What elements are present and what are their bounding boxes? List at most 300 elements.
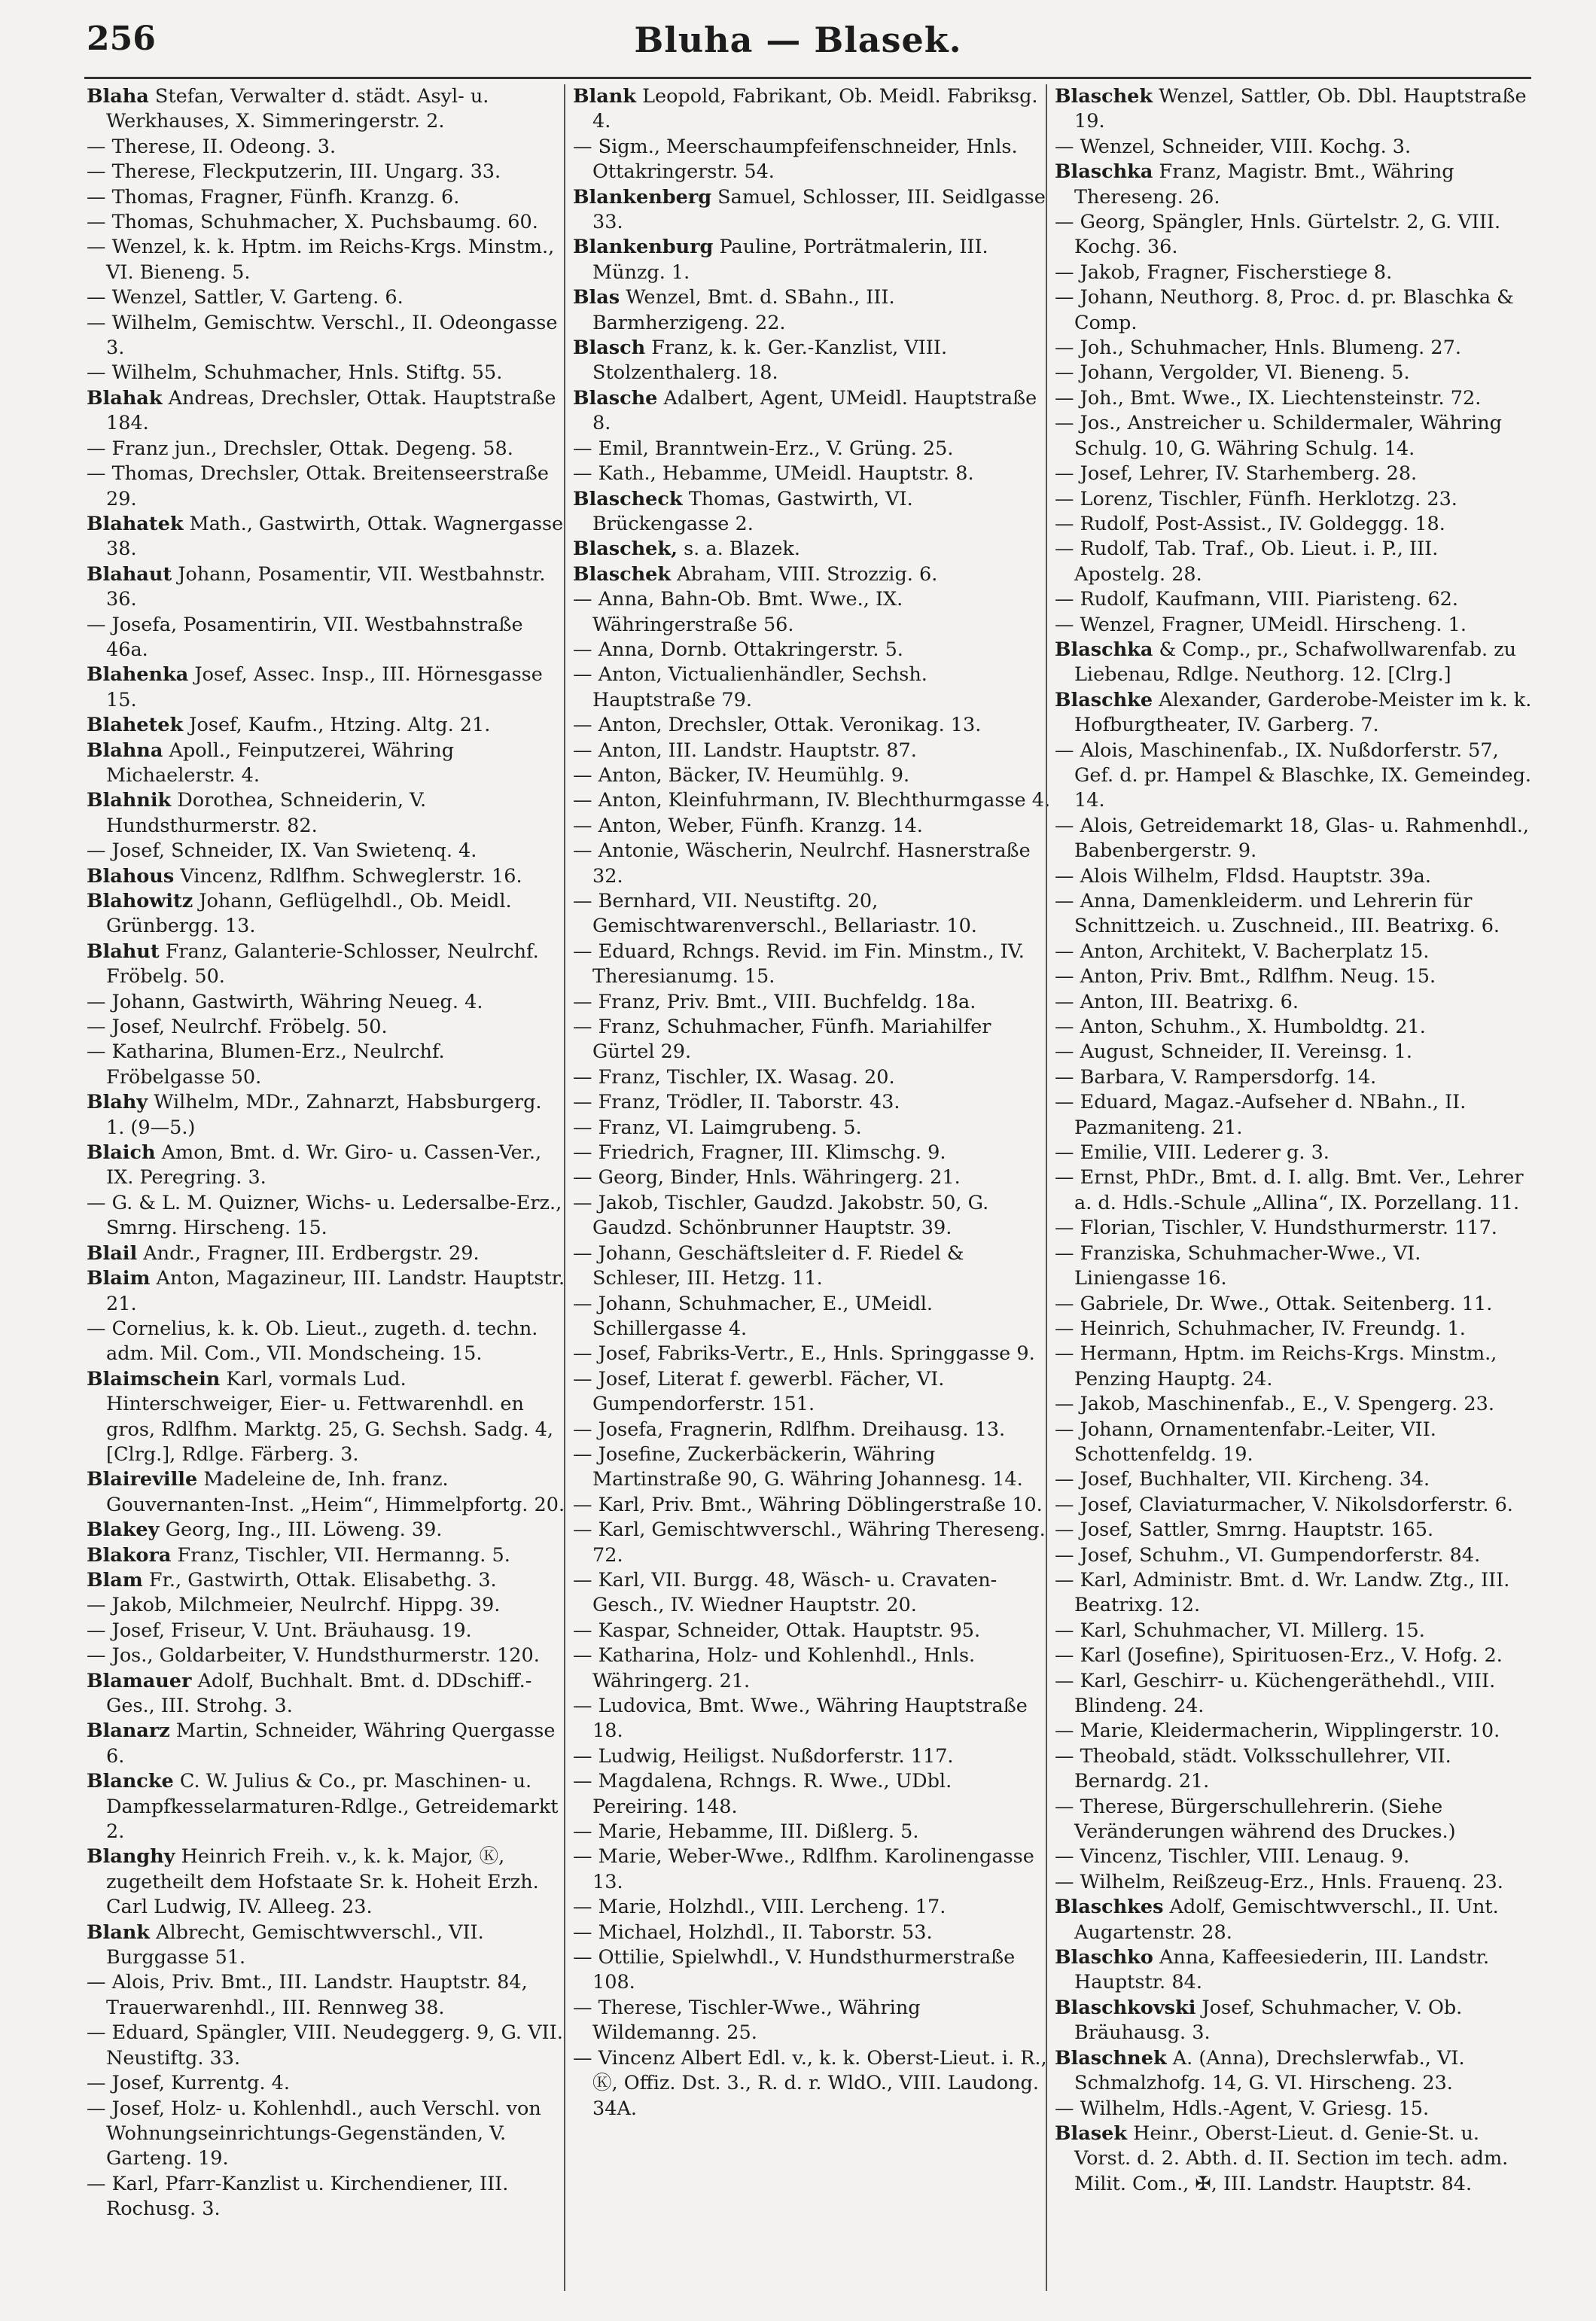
- entry-text: — Josef, Schneider, IX. Van Swietenq. 4.: [87, 839, 477, 863]
- entry-text: — Wilhelm, Schuhmacher, Hnls. Stiftg. 55.: [87, 361, 503, 385]
- directory-entry: [1055, 1643, 1534, 1668]
- entry-text: — Katharina, Blumen-Erz., Neulrchf. Fröbelgasse 50.: [87, 1040, 445, 1089]
- directory-entry: [87, 1844, 565, 1920]
- directory-entry: [87, 84, 565, 135]
- entry-surname: Blaschka: [1055, 638, 1153, 661]
- directory-entry: [1055, 1015, 1534, 1040]
- entry-surname: Blasch: [573, 337, 646, 360]
- entry-surname: Blahnik: [87, 789, 172, 812]
- directory-entry: [1055, 1493, 1534, 1518]
- directory-entry: [87, 990, 565, 1015]
- entry-text: — Anton, Kleinfuhrmann, IV. Blechthurmgasse 4.: [573, 789, 1051, 812]
- running-head: Bluha — Blasek.: [634, 20, 962, 60]
- entry-text: — Michael, Holzhdl., II. Taborstr. 53.: [573, 1920, 933, 1944]
- entry-text: — Therese, II. Odeong. 3.: [87, 135, 337, 158]
- directory-entry: [1055, 1719, 1534, 1744]
- entry-text: A. (Anna), Drechslerwfab., VI. Schmalzhofg. 14, G. VI. Hirscheng. 23.: [1074, 2046, 1465, 2095]
- entry-text: — Kaspar, Schneider, Ottak. Hauptstr. 95.: [573, 1619, 981, 1642]
- entry-surname: Blaha: [87, 85, 149, 108]
- entry-text: — Cornelius, k. k. Ob. Lieut., zugeth. d. techn. adm. Mil. Com., VII. Mondscheing. 15.: [87, 1317, 538, 1366]
- entry-surname: Blahetek: [87, 714, 184, 737]
- directory-entry: [1055, 386, 1534, 411]
- directory-entry: [1055, 411, 1534, 461]
- entry-text: Leopold, Fabrikant, Ob. Meidl. Fabriksg. 4.: [592, 85, 1038, 133]
- directory-entry: [1055, 587, 1534, 612]
- directory-entry: [1055, 1669, 1534, 1719]
- entry-surname: Blaim: [87, 1267, 151, 1290]
- column-divider: [564, 84, 565, 2291]
- column-1: [87, 84, 565, 2222]
- directory-entry: [573, 1568, 1052, 1619]
- directory-entry: [1055, 1392, 1534, 1417]
- directory-entry: [87, 1141, 565, 1191]
- directory-entry: [1055, 84, 1534, 135]
- entry-text: — Johann, Geschäftsleiter d. F. Riedel & Schleser, III. Hetzg. 11.: [573, 1241, 964, 1290]
- directory-entry: [1055, 160, 1534, 210]
- entry-text: — Karl, Pfarr-Kanzlist u. Kirchendiener, III. Rochusg. 3.: [87, 2172, 509, 2221]
- directory-entry: [1055, 487, 1534, 512]
- entry-text: — Josef, Buchhalter, VII. Kircheng. 34.: [1055, 1468, 1430, 1491]
- entry-text: — Karl, Priv. Bmt., Währing Döblingerstraße 10.: [573, 1493, 1043, 1516]
- directory-entry: [87, 437, 565, 461]
- directory-entry: [1055, 1165, 1534, 1216]
- column-divider: [1046, 84, 1047, 2291]
- entry-text: — Josef, Claviaturmacher, V. Nikolsdorferstr. 6.: [1055, 1493, 1513, 1516]
- directory-entry: [1055, 260, 1534, 285]
- directory-entry: [573, 839, 1052, 889]
- entry-surname: Blaschek,: [573, 538, 678, 561]
- directory-entry: [573, 84, 1052, 135]
- directory-entry: [573, 1769, 1052, 1820]
- entry-text: — Thomas, Schuhmacher, X. Puchsbaumg. 60.: [87, 211, 538, 234]
- entry-text: Franz, Galanterie-Schlosser, Neulrchf. Fröbelg. 50.: [106, 940, 539, 988]
- entry-text: — Jakob, Tischler, Gaudzd. Jakobstr. 50, G. Gaudzd. Schönbrunner Hauptstr. 39.: [573, 1191, 989, 1240]
- directory-entry: [87, 2097, 565, 2172]
- entry-text: Abraham, VIII. Strozzig. 6.: [671, 562, 938, 586]
- entry-text: — Magdalena, Rchngs. R. Wwe., UDbl. Pereiring. 148.: [573, 1770, 952, 1818]
- entry-text: — Anton, III. Landstr. Hauptstr. 87.: [573, 739, 917, 762]
- entry-text: Josef, Assec. Insp., III. Hörnesgasse 15.: [106, 663, 543, 711]
- entry-text: — Ernst, PhDr., Bmt. d. I. allg. Bmt. Ver., Lehrer a. d. Hdls.-Schule „Allina“, IX. Porzellang. 11.: [1055, 1166, 1524, 1214]
- directory-entry: [573, 1292, 1052, 1342]
- directory-entry: [573, 1342, 1052, 1366]
- directory-entry: [1055, 1568, 1534, 1619]
- directory-entry: [573, 185, 1052, 236]
- directory-entry: [87, 1015, 565, 1040]
- directory-entry: [573, 1191, 1052, 1241]
- entry-text: Madeleine de, Inh. franz. Gouvernanten-Inst. „Heim“, Himmelpfortg. 20.: [106, 1468, 565, 1516]
- entry-surname: Blaschko: [1055, 1946, 1153, 1969]
- entry-surname: Blank: [87, 1920, 150, 1944]
- entry-text: C. W. Julius & Co., pr. Maschinen- u. Dampfkesselarmaturen-Rdlge., Getreidemarkt 2.: [106, 1770, 559, 1844]
- entry-text: — Anton, Schuhm., X. Humboldtg. 21.: [1055, 1016, 1426, 1039]
- directory-entry: [1055, 1342, 1534, 1392]
- entry-text: — Karl, Schuhmacher, VI. Millerg. 15.: [1055, 1619, 1425, 1642]
- directory-entry: [1055, 1141, 1534, 1165]
- entry-text: — Wilhelm, Hdls.-Agent, V. Griesg. 15.: [1055, 2097, 1430, 2120]
- entry-text: — Emilie, VIII. Lederer g. 3.: [1055, 1141, 1329, 1165]
- directory-entry: [573, 135, 1052, 185]
- directory-entry: [87, 185, 565, 210]
- directory-entry: [87, 1191, 565, 1241]
- entry-text: — Franz, Schuhmacher, Fünfh. Mariahilfer Gürtel 29.: [573, 1016, 991, 1064]
- entry-text: — Antonie, Wäscherin, Neulrchf. Hasnerstraße 32.: [573, 839, 1031, 888]
- entry-surname: Blaich: [87, 1141, 156, 1165]
- directory-entry: [1055, 1292, 1534, 1317]
- directory-entry: [573, 1367, 1052, 1418]
- entry-text: & Comp., pr., Schafwollwarenfab. zu Liebenau, Rdlge. Neuthorg. 12. [Clrg.]: [1074, 638, 1517, 687]
- entry-text: — Marie, Hebamme, III. Dißlerg. 5.: [573, 1820, 919, 1844]
- directory-entry: [573, 1090, 1052, 1115]
- entry-text: — Kath., Hebamme, UMeidl. Hauptstr. 8.: [573, 462, 974, 486]
- entry-text: — Barbara, V. Rampersdorfg. 14.: [1055, 1065, 1377, 1089]
- entry-text: — Lorenz, Tischler, Fünfh. Herklotzg. 23.: [1055, 487, 1457, 510]
- entry-text: — Franz jun., Drechsler, Ottak. Degeng. 58.: [87, 437, 513, 460]
- directory-entry: [87, 1543, 565, 1568]
- entry-text: — Alois Wilhelm, Fldsd. Hauptstr. 39a.: [1055, 864, 1431, 888]
- entry-surname: Blank: [573, 85, 636, 108]
- directory-entry: [573, 713, 1052, 738]
- directory-entry: [1055, 964, 1534, 989]
- page-number: 256: [87, 20, 156, 58]
- directory-entry: [87, 864, 565, 889]
- entry-text: Georg, Ing., III. Löweng. 39.: [159, 1518, 443, 1542]
- entry-surname: Blamauer: [87, 1669, 192, 1692]
- entry-surname: Blankenburg: [573, 236, 714, 259]
- entry-text: — Josef, Holz- u. Kohlenhdl., auch Verschl. von Wohnungseinrichtungs-Gegenständen, V. Garteng. 19.: [87, 2097, 541, 2170]
- directory-entry: [1055, 2046, 1534, 2097]
- directory-entry: [87, 1241, 565, 1266]
- directory-entry: [1055, 537, 1534, 587]
- entry-text: — Franz, VI. Laimgrubeng. 5.: [573, 1116, 862, 1139]
- entry-text: — Josefa, Posamentirin, VII. Westbahnstraße 46a.: [87, 613, 523, 661]
- directory-entry: [87, 1040, 565, 1090]
- entry-surname: Blahenka: [87, 663, 189, 687]
- directory-entry: [87, 512, 565, 562]
- entry-text: — Johann, Schuhmacher, E., UMeidl. Schillergasse 4.: [573, 1292, 934, 1340]
- directory-entry: [573, 537, 1052, 562]
- directory-entry: [573, 638, 1052, 662]
- entry-text: — Karl, Administr. Bmt. d. Wr. Landw. Ztg., III. Beatrixg. 12.: [1055, 1568, 1510, 1617]
- entry-text: — Rudolf, Tab. Traf., Ob. Lieut. i. P., III. Apostelg. 28.: [1055, 538, 1439, 586]
- directory-entry: [573, 889, 1052, 940]
- directory-entry: [87, 160, 565, 184]
- directory-entry: [87, 386, 565, 437]
- entry-surname: Blam: [87, 1568, 143, 1591]
- directory-entry: [1055, 2097, 1534, 2121]
- directory-entry: [1055, 864, 1534, 889]
- directory-entry: [1055, 1317, 1534, 1342]
- entry-text: — Emil, Branntwein-Erz., V. Grüng. 25.: [573, 437, 954, 460]
- entry-surname: Blancke: [87, 1770, 174, 1793]
- directory-entry: [1055, 688, 1534, 739]
- directory-entry: [87, 739, 565, 789]
- directory-entry: [87, 461, 565, 512]
- directory-entry: [1055, 336, 1534, 361]
- entry-surname: Blasek: [1055, 2121, 1128, 2145]
- directory-entry: [1055, 1996, 1534, 2046]
- entry-text: — Anton, Weber, Fünfh. Kranzg. 14.: [573, 814, 923, 837]
- directory-entry: [87, 1518, 565, 1543]
- directory-entry: [573, 386, 1052, 437]
- directory-entry: [87, 361, 565, 385]
- entry-text: Wenzel, Bmt. d. SBahn., III. Barmherzigeng. 22.: [592, 286, 895, 334]
- directory-entry: [573, 1920, 1052, 1945]
- entry-text: — Rudolf, Post-Assist., IV. Goldeggg. 18.: [1055, 512, 1445, 535]
- entry-surname: Blanarz: [87, 1719, 170, 1743]
- directory-entry: [87, 1367, 565, 1468]
- entry-text: Andr., Fragner, III. Erdbergstr. 29.: [137, 1241, 480, 1265]
- directory-entry: [573, 1820, 1052, 1844]
- entry-text: — Josef, Friseur, V. Unt. Bräuhausg. 19.: [87, 1619, 472, 1642]
- directory-entry: [1055, 613, 1534, 638]
- entry-surname: Blahowitz: [87, 890, 193, 912]
- entry-text: Alexander, Garderobe-Meister im k. k. Hofburgtheater, IV. Garberg. 7.: [1074, 688, 1532, 737]
- directory-entry: [573, 587, 1052, 638]
- directory-entry: [87, 613, 565, 663]
- directory-entry: [573, 1996, 1052, 2046]
- entry-text: Anton, Magazineur, III. Landstr. Hauptstr. 21.: [106, 1267, 565, 1315]
- entry-text: Franz, Tischler, VII. Hermanng. 5.: [171, 1543, 510, 1567]
- entry-surname: Blaschkovski: [1055, 1996, 1196, 2019]
- entry-text: — Josef, Schuhm., VI. Gumpendorferstr. 84.: [1055, 1543, 1481, 1567]
- entry-surname: Blahous: [87, 864, 175, 888]
- directory-entry: [573, 336, 1052, 386]
- directory-entry: [87, 1669, 565, 1719]
- entry-text: — Heinrich, Schuhmacher, IV. Freundg. 1.: [1055, 1317, 1466, 1340]
- entry-surname: Blakora: [87, 1543, 172, 1567]
- entry-text: — Josef, Kurrentg. 4.: [87, 2072, 291, 2095]
- directory-entry: [1055, 1216, 1534, 1241]
- entry-text: Johann, Geflügelhdl., Ob. Meidl. Grünbergg. 13.: [106, 890, 512, 938]
- entry-surname: Blaschke: [1055, 688, 1153, 711]
- entry-text: — Anton, Drechsler, Ottak. Veronikag. 13.: [573, 714, 982, 737]
- entry-text: — Marie, Kleidermacherin, Wipplingerstr. 10.: [1055, 1719, 1500, 1743]
- entry-text: — Josef, Lehrer, IV. Starhemberg. 28.: [1055, 462, 1418, 486]
- directory-entry: [87, 2172, 565, 2222]
- entry-text: — Gabriele, Dr. Wwe., Ottak. Seitenberg. 11.: [1055, 1292, 1493, 1315]
- directory-entry: [1055, 940, 1534, 964]
- entry-text: — Anton, Victualienhändler, Sechsh. Hauptstraße 79.: [573, 663, 927, 711]
- entry-text: — Franziska, Schuhmacher-Wwe., VI. Liniengasse 16.: [1055, 1241, 1421, 1290]
- directory-entry: [87, 2071, 565, 2096]
- directory-entry: [87, 788, 565, 839]
- directory-entry: [1055, 135, 1534, 160]
- entry-text: — Anna, Dornb. Ottakringerstr. 5.: [573, 638, 903, 661]
- entry-text: — Wilhelm, Reißzeug-Erz., Hnls. Frauenq. 23.: [1055, 1870, 1503, 1893]
- entry-text: Thomas, Gastwirth, VI. Brückengasse 2.: [592, 487, 913, 535]
- directory-entry: [573, 1493, 1052, 1518]
- entry-text: — Wenzel, Sattler, V. Garteng. 6.: [87, 286, 404, 309]
- entry-text: — Karl, Gemischtwverschl., Währing Thereseng. 72.: [573, 1518, 1046, 1567]
- directory-entry: [573, 940, 1052, 990]
- entry-text: — Eduard, Rchngs. Revid. im Fin. Minstm., IV. Theresianumg. 15.: [573, 940, 1025, 988]
- entry-text: Pauline, Porträtmalerin, III. Münzg. 1.: [592, 236, 988, 284]
- directory-entry: [573, 814, 1052, 839]
- directory-entry: [1055, 210, 1534, 260]
- directory-entry: [87, 1970, 565, 2021]
- directory-entry: [87, 713, 565, 738]
- directory-entry: [573, 235, 1052, 285]
- entry-text: — Karl, Geschirr- u. Küchengeräthehdl., VIII. Blindeng. 24.: [1055, 1669, 1496, 1717]
- entry-text: — Alois, Getreidemarkt 18, Glas- u. Rahmenhdl., Babenbergerstr. 9.: [1055, 814, 1529, 863]
- directory-entry: [87, 1619, 565, 1643]
- directory-entry: [1055, 1744, 1534, 1795]
- entry-text: Amon, Bmt. d. Wr. Giro- u. Cassen-Ver., IX. Peregring. 3.: [106, 1141, 542, 1189]
- column-2: [573, 84, 1052, 2121]
- entry-text: — Hermann, Hptm. im Reichs-Krgs. Minstm., Penzing Hauptg. 24.: [1055, 1342, 1497, 1390]
- entry-surname: Blaimschein: [87, 1367, 221, 1390]
- entry-text: Andreas, Drechsler, Ottak. Hauptstraße 184.: [106, 386, 556, 435]
- directory-entry: [87, 1643, 565, 1668]
- entry-text: — Jakob, Milchmeier, Neulrchf. Hippg. 39.: [87, 1594, 501, 1617]
- entry-text: — Anna, Bahn-Ob. Bmt. Wwe., IX. Währingerstraße 56.: [573, 588, 903, 636]
- entry-text: Josef, Schuhmacher, V. Ob. Bräuhausg. 3.: [1074, 1996, 1463, 2045]
- entry-text: Dorothea, Schneiderin, V. Hundsthurmerstr. 82.: [106, 789, 427, 837]
- entry-text: — Alois, Priv. Bmt., III. Landstr. Hauptstr. 84, Trauerwarenhdl., III. Rennweg 38.: [87, 1971, 528, 2019]
- entry-text: — Josefine, Zuckerbäckerin, Währing Martinstraße 90, G. Währing Johannesg. 14.: [573, 1442, 1023, 1491]
- entry-text: — Wenzel, Fragner, UMeidl. Hirscheng. 1.: [1055, 613, 1467, 636]
- entry-text: — Josef, Neulrchf. Fröbelg. 50.: [87, 1016, 388, 1039]
- entry-text: Apoll., Feinputzerei, Währing Michaelerstr. 4.: [106, 739, 455, 787]
- directory-entry: [1055, 1543, 1534, 1568]
- entry-text: — Anton, Bäcker, IV. Heumühlg. 9.: [573, 763, 910, 787]
- entry-text: Adolf, Buchhalt. Bmt. d. DDschiff.-Ges., III. Strohg. 3.: [106, 1669, 532, 1717]
- directory-entry: [87, 1593, 565, 1618]
- directory-entry: [573, 1844, 1052, 1895]
- entry-text: — Johann, Neuthorg. 8, Proc. d. pr. Blaschka & Comp.: [1055, 286, 1514, 334]
- directory-entry: [1055, 1418, 1534, 1468]
- directory-entry: [1055, 739, 1534, 814]
- entry-surname: Blascheck: [573, 487, 683, 510]
- entry-text: — Florian, Tischler, V. Hundsthurmerstr. 117.: [1055, 1217, 1497, 1240]
- entry-text: s. a. Blazek.: [677, 538, 800, 561]
- entry-text: Josef, Kaufm., Htzing. Altg. 21.: [183, 714, 491, 737]
- entry-text: — Eduard, Magaz.-Aufseher d. NBahn., II. Pazmaniteng. 21.: [1055, 1091, 1467, 1139]
- directory-entry: [1055, 1895, 1534, 1945]
- entry-text: — Rudolf, Kaufmann, VIII. Piaristeng. 62.: [1055, 588, 1458, 611]
- directory-entry: [573, 1241, 1052, 1292]
- entry-text: Vincenz, Rdlfhm. Schweglerstr. 16.: [174, 864, 522, 888]
- entry-text: — Franz, Trödler, II. Taborstr. 43.: [573, 1091, 900, 1114]
- entry-text: — Josef, Fabriks-Vertr., E., Hnls. Springgasse 9.: [573, 1342, 1035, 1366]
- entry-text: — Jakob, Maschinenfab., E., V. Spengerg. 23.: [1055, 1393, 1494, 1416]
- directory-entry: [87, 889, 565, 940]
- entry-text: Adalbert, Agent, UMeidl. Hauptstraße 8.: [592, 386, 1037, 435]
- directory-entry: [87, 1467, 565, 1518]
- directory-entry: [1055, 814, 1534, 864]
- entry-text: — Josef, Literat f. gewerbl. Fächer, VI. Gumpendorferstr. 151.: [573, 1367, 945, 1416]
- entry-surname: Blaschka: [1055, 160, 1153, 184]
- entry-text: — Anton, Priv. Bmt., Rdlfhm. Neug. 15.: [1055, 965, 1436, 988]
- entry-text: — Wilhelm, Gemischtw. Verschl., II. Odeongasse 3.: [87, 311, 558, 360]
- directory-entry: [573, 1895, 1052, 1920]
- directory-entry: [1055, 2121, 1534, 2197]
- directory-entry: [1055, 990, 1534, 1015]
- directory-entry: [573, 763, 1052, 788]
- directory-entry: [573, 1744, 1052, 1769]
- entry-text: — Anna, Damenkleiderm. und Lehrerin für Schnittzeich. u. Zuschneid., III. Beatrixg. 6.: [1055, 890, 1500, 938]
- entry-text: — Wenzel, Schneider, VIII. Kochg. 3.: [1055, 135, 1412, 158]
- directory-entry: [87, 135, 565, 160]
- entry-text: — August, Schneider, II. Vereinsg. 1.: [1055, 1040, 1412, 1064]
- directory-entry: [573, 788, 1052, 813]
- entry-text: — Marie, Weber-Wwe., Rdlfhm. Karolinengasse 13.: [573, 1845, 1034, 1893]
- entry-text: Anna, Kaffeesiederin, III. Landstr. Hauptstr. 84.: [1074, 1946, 1490, 1994]
- entry-text: Fr., Gastwirth, Ottak. Elisabethg. 3.: [142, 1568, 497, 1591]
- entry-text: — Eduard, Spängler, VIII. Neudeggerg. 9, G. VII. Neustiftg. 33.: [87, 2021, 563, 2070]
- directory-entry: [1055, 889, 1534, 940]
- entry-text: — Friedrich, Fragner, III. Klimschg. 9.: [573, 1141, 946, 1165]
- entry-text: — Jakob, Fragner, Fischerstiege 8.: [1055, 260, 1393, 284]
- entry-surname: Blaschnek: [1055, 2046, 1167, 2070]
- directory-entry: [573, 1116, 1052, 1141]
- directory-entry: [1055, 461, 1534, 486]
- directory-entry: [573, 1015, 1052, 1065]
- entry-text: Karl, vormals Lud. Hinterschweiger, Eier- u. Fettwarenhdl. en gros, Rdlfhm. Marktg. 25, G. Sechsh. Sadg. 4, [Clrg.], Rdlge. Färberg. 3.: [106, 1367, 554, 1466]
- entry-text: — Joh., Bmt. Wwe., IX. Liechtensteinstr. 72.: [1055, 386, 1482, 410]
- directory-entry: [87, 562, 565, 613]
- directory-entry: [87, 1920, 565, 1971]
- directory-entry: [1055, 285, 1534, 336]
- entry-surname: Blail: [87, 1241, 138, 1265]
- entry-surname: Blahut: [87, 940, 160, 963]
- entry-text: — Vincenz, Tischler, VIII. Lenaug. 9.: [1055, 1845, 1410, 1869]
- entry-text: — Theobald, städt. Volksschullehrer, VII. Bernardg. 21.: [1055, 1744, 1451, 1793]
- entry-text: — Ludovica, Bmt. Wwe., Währing Hauptstraße 18.: [573, 1695, 1028, 1743]
- directory-entry: [87, 1568, 565, 1593]
- directory-entry: [1055, 1467, 1534, 1492]
- directory-entry: [573, 1418, 1052, 1442]
- entry-text: Adolf, Gemischtwverschl., II. Unt. Augartenstr. 28.: [1074, 1896, 1499, 1944]
- directory-entry: [1055, 1619, 1534, 1643]
- entry-surname: Blahak: [87, 386, 163, 410]
- directory-entry: [573, 1442, 1052, 1493]
- directory-entry: [87, 210, 565, 235]
- entry-text: — Georg, Spängler, Hnls. Gürtelstr. 2, G. VIII. Kochg. 36.: [1055, 211, 1501, 259]
- directory-entry: [573, 285, 1052, 336]
- header-rule: [84, 77, 1531, 79]
- entry-text: Math., Gastwirth, Ottak. Wagnergasse 38.: [106, 512, 564, 561]
- entry-surname: Blaschek: [573, 562, 672, 586]
- column-3: [1055, 84, 1534, 2197]
- directory-entry: [1055, 1090, 1534, 1141]
- directory-entry: [1055, 1945, 1534, 1996]
- entry-surname: Blaireville: [87, 1468, 198, 1491]
- directory-entry: [573, 2046, 1052, 2121]
- entry-surname: Blaschkes: [1055, 1896, 1164, 1919]
- entry-text: — Johann, Ornamentenfabr.-Leiter, VII. Schottenfeldg. 19.: [1055, 1418, 1436, 1466]
- entry-text: Stefan, Verwalter d. städt. Asyl- u. Werkhauses, X. Simmeringerstr. 2.: [106, 85, 489, 133]
- entry-text: Heinr., Oberst-Lieut. d. Genie-St. u. Vorst. d. 2. Abth. d. II. Section im tech. adm. Milit. Com., ✠, III. Landstr. Hauptstr. 84.: [1074, 2121, 1509, 2195]
- directory-entry: [1055, 1795, 1534, 1845]
- entry-text: — Anton, Architekt, V. Bacherplatz 15.: [1055, 940, 1430, 963]
- entry-surname: Blaschek: [1055, 85, 1153, 108]
- entry-text: — Therese, Fleckputzerin, III. Ungarg. 33.: [87, 160, 501, 184]
- directory-entry: [87, 1719, 565, 1769]
- directory-entry: [573, 461, 1052, 486]
- entry-text: — Therese, Tischler-Wwe., Währing Wildemanng. 25.: [573, 1996, 921, 2045]
- directory-entry: [87, 1769, 565, 1844]
- directory-entry: [87, 1266, 565, 1317]
- entry-surname: Blahatek: [87, 512, 184, 535]
- entry-text: Heinrich Freih. v., k. k. Major, Ⓚ, zugetheilt dem Hofstaate Sr. k. Hoheit Erzh. Carl Ludwig, IV. Alleeg. 23.: [106, 1845, 539, 1919]
- entry-text: — Bernhard, VII. Neustiftg. 20, Gemischtwarenverschl., Bellariastr. 10.: [573, 890, 977, 938]
- directory-entry: [573, 1065, 1052, 1090]
- entry-surname: Blas: [573, 286, 620, 309]
- directory-entry: [1055, 361, 1534, 385]
- entry-text: — Alois, Maschinenfab., IX. Nußdorferstr. 57, Gef. d. pr. Hampel & Blaschke, IX. Gemeindeg. 14.: [1055, 739, 1531, 812]
